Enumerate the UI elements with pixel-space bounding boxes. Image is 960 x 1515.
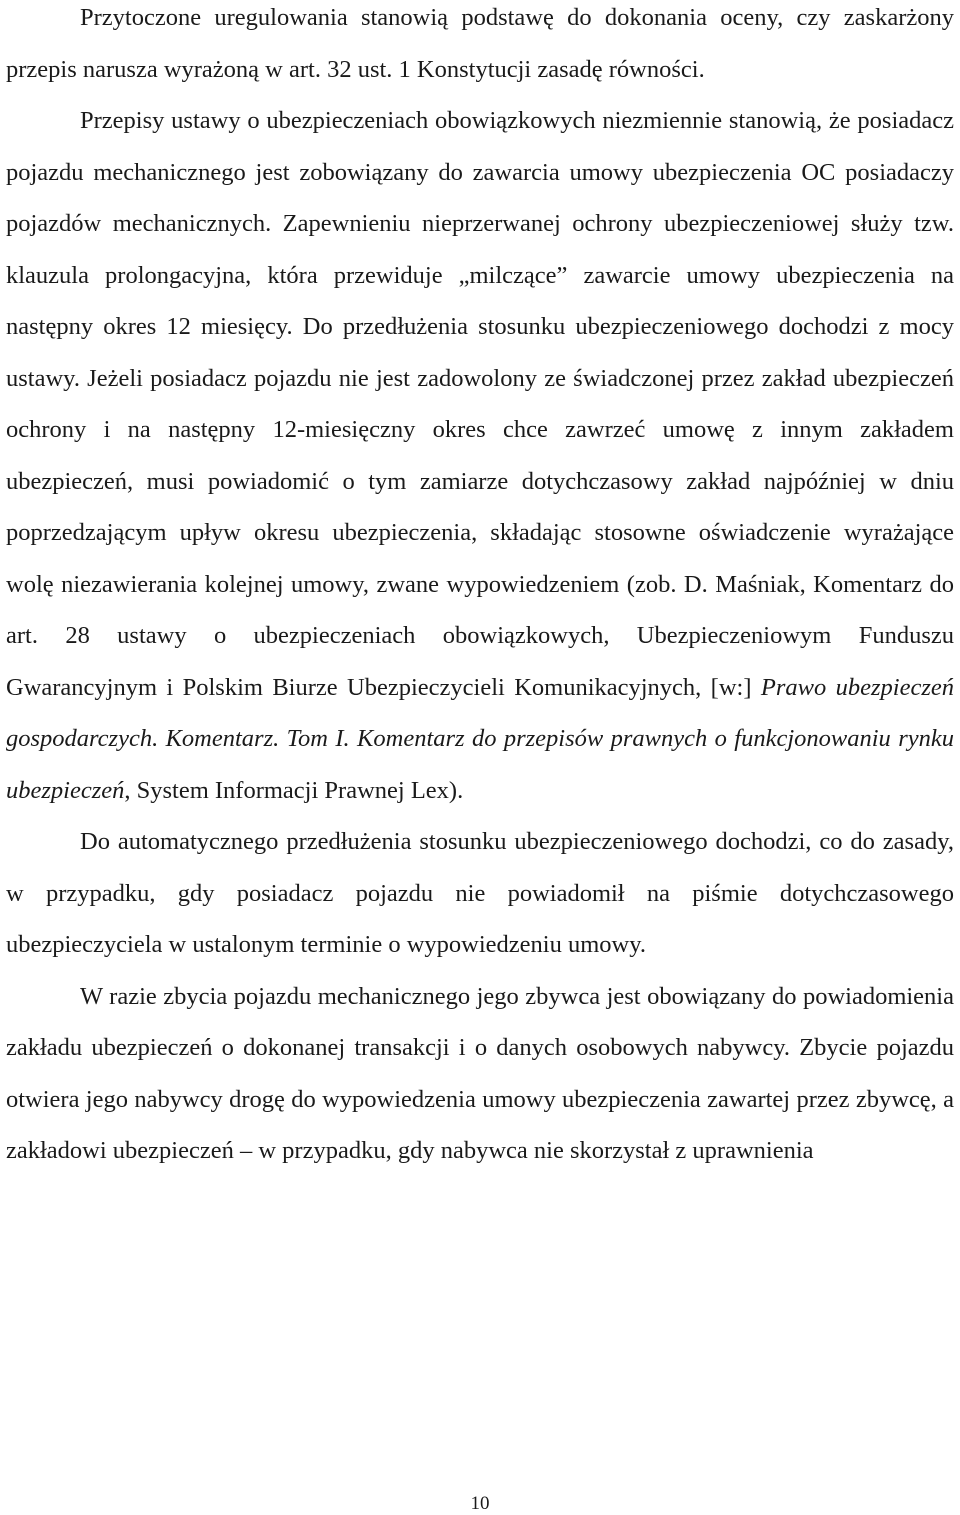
paragraph-2-text-after-italic: , System Informacji Prawnej Lex). <box>124 776 464 804</box>
paragraph-4: W razie zbycia pojazdu mechanicznego jego zbywca jest obowiązany do powiadomienia zakładu ubezpieczeń o dokonanej transakcji i o danych osobowych nabywcy. Zbycie pojazdu otwiera jego nabywcy drogę do wypowiedzenia umowy ubezpieczenia zawartej przez zbywcę, a zakładowi ubezpieczeń – w przypadku, gdy nabywca nie skorzystał z uprawnienia <box>6 982 954 1164</box>
paragraph-2 <box>6 95 954 816</box>
paragraph-1: Przytoczone uregulowania stanowią podstawę do dokonania oceny, czy zaskarżony przepis narusza wyrażoną w art. 32 ust. 1 Konstytucji zasadę równości. <box>6 4 954 83</box>
paragraph-2-italic-title: Prawo ubezpieczeń gospodarczych. Komentarz. Tom I. Komentarz do przepisów prawnych o funkcjonowaniu rynku ubezpieczeń <box>6 673 954 804</box>
paragraph-2-text-before-italic: Przepisy ustawy o ubezpieczeniach obowiązkowych niezmiennie stanowią, że posiadacz pojazdu mechanicznego jest zobowiązany do zawarcia umowy ubezpieczenia OC posiadaczy pojazdów mechanicznych. Zapewnieniu nieprzerwanej ochrony ubezpieczeniowej służy tzw. klauzula prolongacyjna, która przewiduje „milczące” zawarcie umowy ubezpieczenia na następny okres 12 miesięcy. Do przedłużenia stosunku ubezpieczeniowego dochodzi z mocy ustawy. Jeżeli posiadacz pojazdu nie jest zadowolony ze świadczonej przez zakład ubezpieczeń ochrony i na następny 12-miesięczny okres chce zawrzeć umowę z innym zakładem ubezpieczeń, musi powiadomić o tym zamiarze dotychczasowy zakład najpóźniej w dniu poprzedzającym upływ okresu ubezpieczenia, składając stosowne oświadczenie wyrażające wolę niezawierania kolejnej umowy, zwane wypowiedzeniem (zob. D. Maśniak, Komentarz do art. 28 ustawy o ubezpieczeniach obowiązkowych, Ubezpieczeniowym Funduszu Gwarancyjnym i Polskim Biurze Ubezpieczycieli Komunikacyjnych, [w:] <box>6 107 954 701</box>
page-number: 10 <box>470 1493 490 1514</box>
paragraph-3: Do automatycznego przedłużenia stosunku ubezpieczeniowego dochodzi, co do zasady, w przypadku, gdy posiadacz pojazdu nie powiadomił na piśmie dotychczasowego ubezpieczyciela w ustalonym terminie o wypowiedzeniu umowy. <box>6 828 954 958</box>
document-page <box>6 0 954 1177</box>
